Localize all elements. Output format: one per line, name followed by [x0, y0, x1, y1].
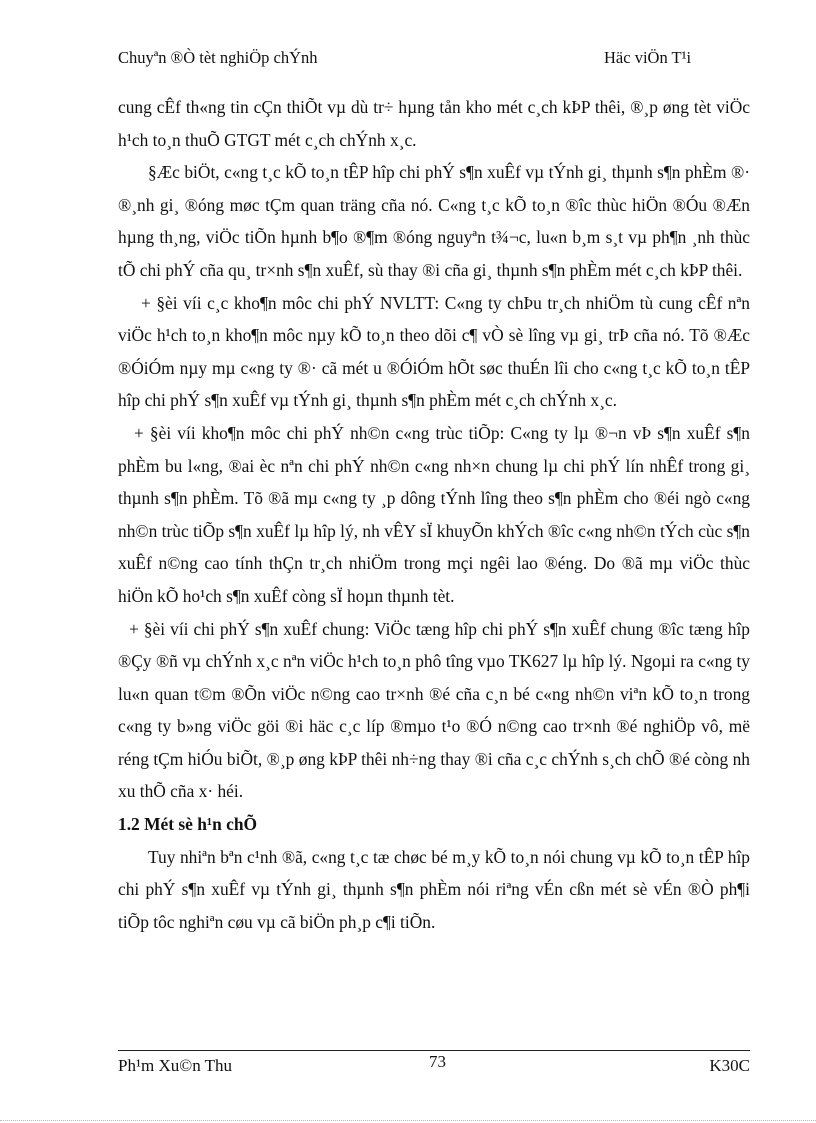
paragraph-4: + §èi víi kho¶n môc chi phÝ nh©n c«ng trùc tiÕp: C«ng ty lµ ®¬n vÞ s¶n xuÊf s¶n phÈm bu l«ng, ®ai èc nªn chi phÝ nh©n c«ng nh×n chung lµ chi phÝ lín nhÊf trong gi¸ thµnh s¶n phÈm. Tõ ®ã mµ c«ng ty ¸p dông tÝnh lîng theo s¶n phÈm cho ®éi ngò c«ng nh©n trùc tiÕp s¶n xuÊf lµ hîp lý, nh vÊY sÏ khuyÕn khÝch ®îc c«ng nh©n tÝch cùc s¶n xuÊf n©ng cao tính thÇn tr¸ch nhiÖm trong mçi ngêi lao ®éng. Do ®ã mµ viÖc thùc hiÖn kÕ ho¹ch s¶n xuÊf còng sÏ hoµn thµnh tèt. — [118, 422, 750, 606]
paragraph-3: + §èi víi c¸c kho¶n môc chi phÝ NVLTT: C«ng ty chÞu tr¸ch nhiÖm tù cung cÊf nªn viÖc h¹ch to¸n kho¶n môc nµy kÕ to¸n theo dõi c¶ vÒ sè lîng vµ gi¸ trÞ cña nó. Tõ ®Æc ®ÓiÓm nµy mµ c«ng ty ®· cã mét u ®ÓiÓm hÕt søc thuÉn lîi cho c«ng t¸c kÕ to¸n tÊP hîp chi phÝ s¶n xuÊf vµ tÝnh gi¸ thµnh s¶n phÈm mét c¸ch chÝnh x¸c. — [118, 292, 750, 411]
page-footer — [118, 1054, 750, 1078]
paragraph-6: Tuy nhiªn bªn c¹nh ®ã, c«ng t¸c tæ chøc bé m¸y kÕ to¸n nói chung vµ kÕ to¸n tÊP hîp chi phÝ s¶n xuÊf vµ tÝnh gi¸ thµnh s¶n phÈm nói riªng vÉn cßn mét sè vÉn ®Ò ph¶i tiÕp tôc nghiªn cøu vµ cã biÖn ph¸p c¶i tiÕn. — [118, 846, 750, 932]
page-number: 73 — [429, 1052, 446, 1071]
paragraph-2: §Æc biÖt, c«ng t¸c kÕ to¸n tÊP hîp chi phÝ s¶n xuÊf vµ tÝnh gi¸ thµnh s¶n phÈm ®· ®¸nh gi¸ ®óng møc tÇm quan träng cña nó. C«ng t¸c kÕ to¸n ®îc thùc hiÖn ®Óu ®Æn hµng th¸ng, viÖc tiÕn hµnh b¶o ®¶m ®óng nguyªn t¾¬c, lu«n b¸m s¸t vµ ph¶n ¸nh thùc tÕ chi phÝ cña qu¸ tr×nh s¶n xuÊf, sù thay ®i cña gi¸ thµnh s¶n phÈm mét c¸ch kÞP thêi. — [118, 162, 750, 280]
paragraph-5: + §èi víi chi phÝ s¶n xuÊf chung: ViÖc tæng hîp chi phÝ s¶n xuÊf chung ®îc tæng hîp ®Çy ®ñ vµ chÝnh x¸c nªn viÖc h¹ch to¸n phô tîng vµo TK627 lµ hîp lý. Ngoµi ra c«ng ty lu«n quan t©m ®Õn viÖc n©ng cao tr×nh ®é cña c¸n bé c«ng nh©n viªn kÕ to¸n trong c«ng ty b»ng viÖc göi ®i häc c¸c líp ®mµo t¹o ®Ó n©ng cao tr×nh ®é nghiÖp vô, më réng tÇm hiÓu biÕt, ®¸p øng kÞP thêi nh÷ng thay ®i cña c¸c chÝnh s¸ch chÕ ®é còng nh xu thÕ cña x· héi. — [118, 618, 750, 802]
footer-author: Ph¹m Xu©n Thu — [118, 1056, 233, 1075]
paragraph-1: cung cÊf th«ng tin cÇn thiÕt vµ dù tr÷ hµng tån kho mét c¸ch kÞP thêi, ®¸p øng tèt viÖc h¹ch to¸n thuÕ GTGT mét c¸ch chÝnh x¸c. — [118, 97, 750, 150]
header-right-title: Häc viÖn T¹i — [604, 48, 692, 67]
section-heading: 1.2 Mét sè h¹n chÕ — [118, 814, 258, 835]
document-body — [118, 91, 750, 938]
footer-class-code: K30C — [709, 1056, 750, 1075]
header-left-title: Chuyªn ®Ò tèt nghiÖp chÝnh — [118, 48, 318, 67]
page-bottom-border — [0, 1120, 816, 1121]
